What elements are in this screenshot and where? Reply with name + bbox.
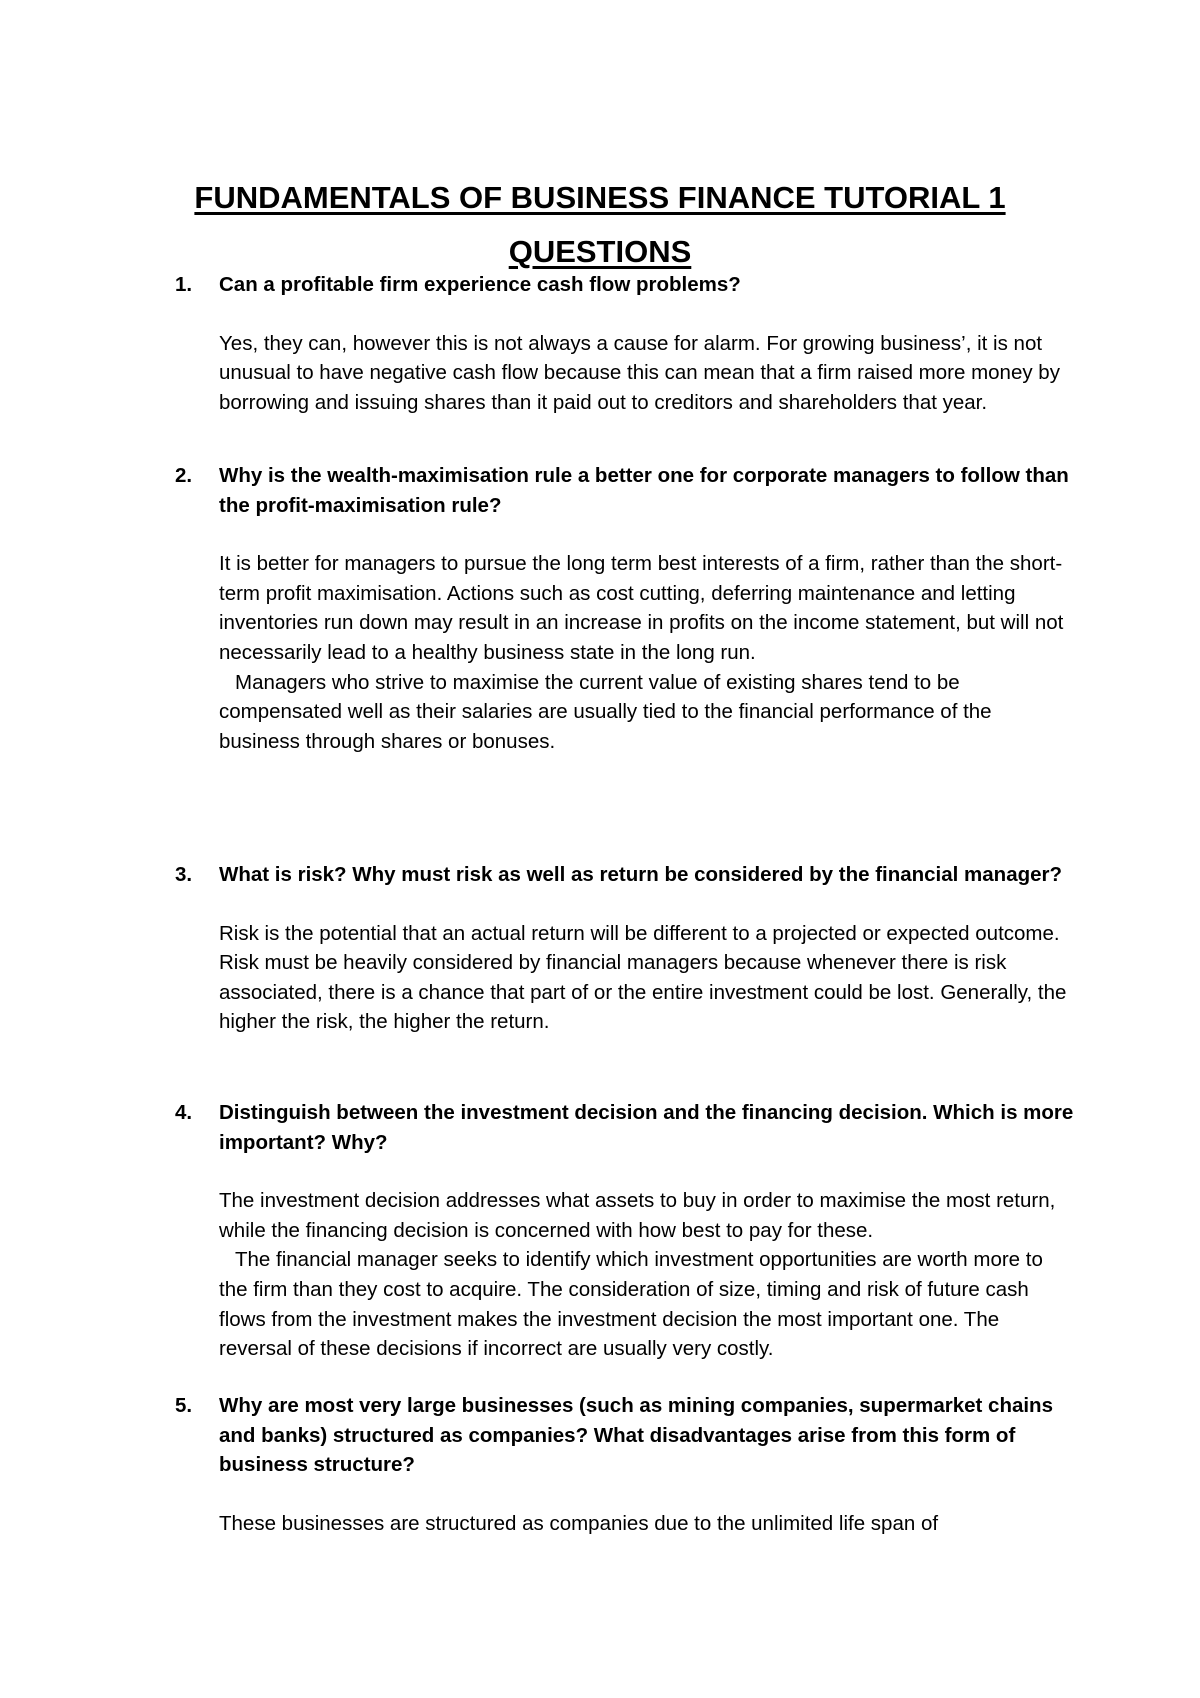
answer-block: [175, 919, 1075, 1037]
answer-paragraph: Managers who strive to maximise the current value of existing shares tend to be compensated well as their salaries are usually tied to the financial performance of the business through shares or bonuses.: [219, 670, 992, 753]
question-heading: [175, 461, 1075, 520]
question-item: [175, 461, 1075, 756]
question-number: 3.: [175, 863, 193, 886]
question-number: 4.: [175, 1101, 193, 1124]
question-heading: [175, 1391, 1075, 1480]
question-number: 5.: [175, 1394, 193, 1417]
answer-block: [175, 1509, 1075, 1539]
title-line-1: FUNDAMENTALS OF BUSINESS FINANCE TUTORIAL 1: [194, 179, 1006, 215]
question-heading: [175, 270, 1075, 300]
answer-paragraph: The investment decision addresses what assets to buy in order to maximise the most return, while the financing decision is concerned with how best to pay for these.: [219, 1189, 1056, 1242]
answer-paragraph: Risk is the potential that an actual return will be different to a projected or expected outcome. Risk must be heavily considered by financial managers because whenever there is risk associated, there is a chance that part of or the entire investment could be lost. Generally, the higher the risk, the higher the return.: [219, 921, 1067, 1034]
answer-paragraph: The financial manager seeks to identify which investment opportunities are worth more to the firm than they cost to acquire. The consideration of size, timing and risk of future cash flows from the investment makes the investment decision the most important one. The reversal of these decisions if incorrect are usually very costly.: [219, 1248, 1043, 1361]
answer-paragraph: It is better for managers to pursue the long term best interests of a firm, rather than the short-term profit maximisation. Actions such as cost cutting, deferring maintenance and letting inventories run down may result in an increase in profits on the income statement, but will not necessarily lead to a healthy business state in the long run.: [219, 552, 1064, 664]
question-item: [175, 860, 1075, 1037]
title-line-2: QUESTIONS: [508, 233, 692, 269]
answer-block: [175, 549, 1075, 756]
question-item: [175, 1391, 1075, 1538]
question-heading: [175, 1098, 1075, 1157]
question-item: [175, 270, 1075, 417]
question-item: [175, 1098, 1075, 1364]
page-title: [120, 171, 1080, 279]
question-text: Why is the wealth-maximisation rule a better one for corporate managers to follow than the profit-maximisation rule?: [219, 464, 1069, 517]
question-number: 1.: [175, 273, 193, 296]
answer-block: [175, 329, 1075, 418]
question-text: Distinguish between the investment decision and the financing decision. Which is more important? Why?: [219, 1101, 1074, 1154]
question-heading: [175, 860, 1075, 890]
question-number: 2.: [175, 464, 193, 487]
question-text: Why are most very large businesses (such as mining companies, supermarket chains and banks) structured as companies? What disadvantages arise from this form of business structure?: [219, 1394, 1053, 1477]
question-text: Can a profitable firm experience cash flow problems?: [219, 273, 741, 296]
answer-paragraph: Yes, they can, however this is not always a cause for alarm. For growing business’, it is not unusual to have negative cash flow because this can mean that a firm raised more money by borrowing and issuing shares than it paid out to creditors and shareholders that year.: [219, 331, 1060, 414]
answer-paragraph: These businesses are structured as companies due to the unlimited life span of: [219, 1511, 939, 1535]
answer-block: [175, 1186, 1075, 1364]
question-text: What is risk? Why must risk as well as return be considered by the financial manager?: [219, 863, 1063, 886]
